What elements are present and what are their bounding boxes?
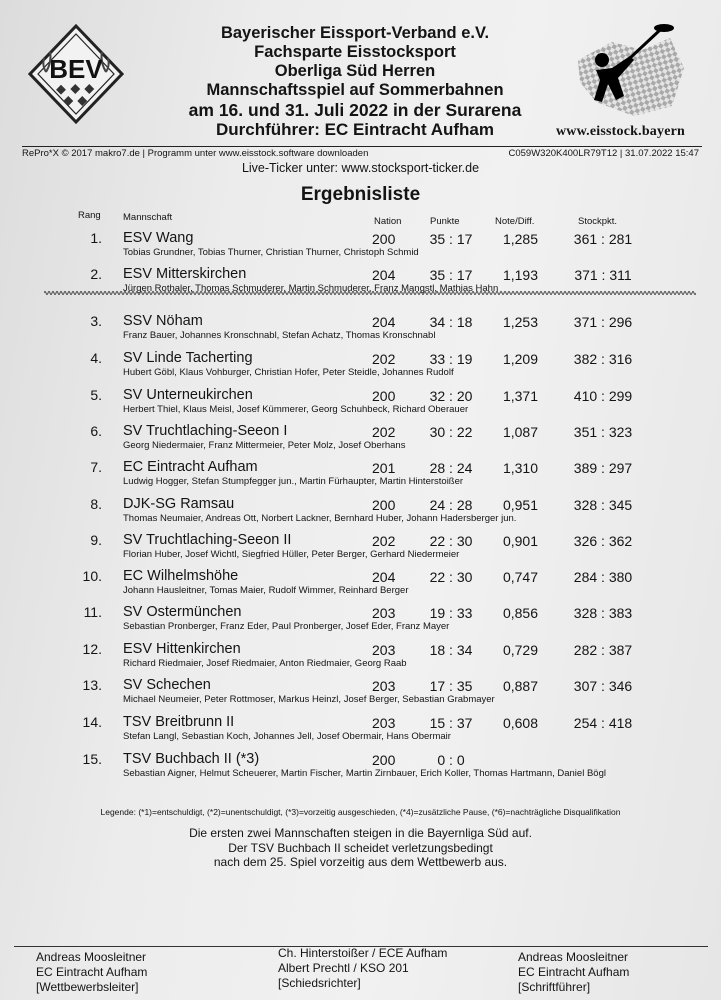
team-name: SV Truchtlaching-Seeon I [123, 423, 288, 439]
punkte-cell: 30 : 22 [429, 424, 473, 440]
rank-cell: 10. [82, 568, 102, 584]
team-name: ESV Wang [123, 230, 194, 246]
note-diff-cell: 0,887 [502, 678, 538, 694]
stockpunkte-cell: 371 : 311 [574, 267, 632, 283]
nation-cell: 204 [372, 267, 396, 283]
nation-cell: 201 [372, 460, 396, 476]
team-name: SV Linde Tacherting [123, 350, 253, 366]
repro-credit: RePro*X © 2017 makro7.de | Programm unter www.eisstock.software downloaden [22, 148, 369, 159]
team-name: SV Truchtlaching-Seeon II [123, 532, 292, 548]
signature-role: [Schiedsrichter] [278, 976, 361, 990]
note-diff-cell: 0,951 [502, 497, 538, 513]
note-diff-cell: 1,310 [502, 460, 538, 476]
team-players: Hubert Göbl, Klaus Vohburger, Christian Hofer, Peter Steidle, Johannes Rudolf [123, 367, 454, 378]
signature-club: Albert Prechtl / KSO 201 [278, 961, 409, 975]
stockpunkte-cell: 307 : 346 [573, 678, 633, 694]
signature-block-2 [278, 946, 447, 991]
bev-logo-text: BEV [49, 54, 103, 84]
rank-cell: 13. [82, 677, 102, 693]
note-line-1: Die ersten zwei Mannschaften steigen in die Bayernliga Süd auf. [189, 826, 532, 840]
table-row [0, 714, 721, 754]
table-row [0, 496, 721, 536]
table-row [0, 604, 721, 644]
punkte-cell: 0 : 0 [437, 752, 465, 768]
rank-cell: 11. [83, 604, 102, 620]
nation-cell: 204 [372, 314, 396, 330]
team-players: Johann Hausleitner, Tomas Maier, Rudolf Wimmer, Reinhard Berger [123, 585, 409, 596]
rank-cell: 2. [90, 266, 102, 282]
col-header-punkte: Punkte [430, 216, 460, 227]
note-diff-cell: 1,371 [502, 388, 538, 404]
document-header [150, 24, 560, 139]
table-row [0, 532, 721, 572]
signature-name: Ch. Hinterstoißer / ECE Aufham [278, 946, 448, 960]
team-name: TSV Buchbach II (*3) [123, 751, 260, 767]
team-players: Ludwig Hogger, Stefan Stumpfegger jun., Martin Fürhaupter, Martin Hinterstoißer [123, 476, 464, 487]
col-header-nation: Nation [374, 216, 402, 227]
table-row [0, 266, 721, 306]
punkte-cell: 22 : 30 [429, 533, 473, 549]
stockpunkte-cell: 326 : 362 [573, 533, 633, 549]
rank-cell: 9. [90, 532, 102, 548]
nation-cell: 200 [372, 752, 396, 768]
team-name: SV Schechen [123, 677, 211, 693]
header-line-6: Durchführer: EC Eintracht Aufham [215, 120, 494, 139]
stockpunkte-cell: 361 : 281 [573, 231, 633, 247]
table-row [0, 423, 721, 463]
table-row [0, 387, 721, 427]
punkte-cell: 32 : 20 [429, 388, 473, 404]
note-diff-cell: 1,193 [502, 267, 538, 283]
stockpunkte-cell: 282 : 387 [573, 642, 633, 658]
signature-block-1 [36, 950, 147, 995]
signature-block-3 [518, 950, 629, 995]
team-players: Stefan Langl, Sebastian Koch, Johannes Jell, Josef Obermair, Hans Obermair [123, 731, 451, 742]
team-name: SSV Nöham [123, 313, 203, 329]
header-line-3: Oberliga Süd Herren [274, 62, 436, 80]
rank-cell: 1. [90, 230, 102, 246]
team-name: ESV Hittenkirchen [123, 641, 241, 657]
stockpunkte-cell: 382 : 316 [573, 351, 633, 367]
notes-block [0, 826, 721, 870]
note-diff-cell: 0,747 [502, 569, 538, 585]
col-header-rang: Rang [78, 210, 101, 221]
team-name: EC Wilhelmshöhe [123, 568, 239, 584]
rank-cell: 5. [90, 387, 102, 403]
team-name: SV Ostermünchen [123, 604, 242, 620]
stockpunkte-cell: 389 : 297 [573, 460, 633, 476]
nation-cell: 202 [372, 424, 396, 440]
nation-cell: 203 [372, 715, 396, 731]
signature-name: Andreas Moosleitner [36, 950, 147, 964]
note-line-3: nach dem 25. Spiel vorzeitig aus dem Wettbewerb aus. [213, 855, 508, 869]
team-players: Thomas Neumaier, Andreas Ott, Norbert Lackner, Bernhard Huber, Johann Hadersberger jun. [123, 513, 517, 524]
punkte-cell: 17 : 35 [429, 678, 473, 694]
table-row [0, 459, 721, 499]
col-header-mannschaft: Mannschaft [123, 212, 173, 223]
table-row [0, 641, 721, 681]
signature-club: EC Eintracht Aufham [518, 965, 630, 979]
rank-cell: 4. [90, 350, 102, 366]
stockpunkte-cell: 328 : 345 [573, 497, 633, 513]
team-players: Franz Bauer, Johannes Kronschnabl, Stefan Achatz, Thomas Kronschnabl [123, 330, 436, 341]
header-line-2: Fachsparte Eisstocksport [254, 43, 456, 61]
signature-name: Andreas Moosleitner [518, 950, 629, 964]
table-row [0, 230, 721, 270]
note-diff-cell: 0,608 [502, 715, 538, 731]
rank-cell: 3. [90, 313, 102, 329]
team-name: EC Eintracht Aufham [123, 459, 258, 475]
rank-cell: 8. [90, 496, 102, 512]
signature-role: [Schriftführer] [518, 980, 591, 994]
table-row [0, 313, 721, 353]
note-diff-cell: 0,856 [502, 605, 538, 621]
team-players: Sebastian Aigner, Helmut Scheuerer, Martin Fischer, Martin Zirnbauer, Erich Koller, Thomas Hartmann, Daniel Bögl [123, 768, 606, 779]
team-name: SV Unterneukirchen [123, 387, 253, 403]
eisstock-player-logo [572, 20, 692, 120]
team-players: Florian Huber, Josef Wichtl, Siegfried Hüller, Peter Berger, Gerhard Niedermeier [123, 549, 460, 560]
page-title: Ergebnisliste [300, 184, 421, 205]
note-diff-cell: 0,901 [502, 533, 538, 549]
team-players: Sebastian Pronberger, Franz Eder, Paul Pronberger, Josef Eder, Franz Mayer [123, 621, 450, 632]
nation-cell: 203 [372, 605, 396, 621]
punkte-cell: 35 : 17 [429, 267, 473, 283]
nation-cell: 200 [372, 231, 396, 247]
nation-cell: 203 [372, 642, 396, 658]
nation-cell: 200 [372, 497, 396, 513]
punkte-cell: 15 : 37 [429, 715, 473, 731]
live-ticker-text: Live-Ticker unter: www.stocksport-ticker.de [241, 161, 480, 175]
note-line-2: Der TSV Buchbach II scheidet verletzungsbedingt [228, 840, 493, 855]
team-players: Michael Neumeier, Peter Rottmoser, Markus Heinzl, Josef Berger, Sebastian Grabmayer [123, 694, 495, 705]
nation-cell: 202 [372, 533, 396, 549]
punkte-cell: 28 : 24 [429, 460, 473, 476]
punkte-cell: 19 : 33 [429, 605, 473, 621]
document-code: C059W320K400LR79T12 | 31.07.2022 15:47 [508, 148, 699, 159]
stockpunkte-cell: 351 : 323 [573, 424, 633, 440]
punkte-cell: 24 : 28 [429, 497, 473, 513]
col-header-note: Note/Diff. [495, 216, 535, 227]
promotion-separator [44, 290, 696, 296]
header-line-1: Bayerischer Eissport-Verband e.V. [220, 24, 490, 42]
header-divider [22, 146, 702, 147]
team-name: ESV Mitterskirchen [123, 266, 247, 282]
rank-cell: 15. [82, 751, 102, 767]
header-line-4: Mannschaftsspiel auf Sommerbahnen [206, 81, 504, 99]
stockpunkte-cell: 254 : 418 [573, 715, 633, 731]
team-players: Jürgen Rothaler, Thomas Schmuderer, Martin Schmuderer, Franz Mangstl, Mathias Hahn [123, 283, 499, 294]
team-players: Herbert Thiel, Klaus Meisl, Josef Kümmerer, Georg Schuhbeck, Richard Oberauer [123, 404, 469, 415]
team-players: Tobias Grundner, Tobias Thurner, Christian Thurner, Christoph Schmid [123, 247, 419, 258]
team-name: TSV Breitbrunn II [123, 714, 235, 730]
nation-cell: 202 [372, 351, 396, 367]
table-row [0, 568, 721, 608]
punkte-cell: 22 : 30 [429, 569, 473, 585]
punkte-cell: 33 : 19 [429, 351, 473, 367]
team-name: DJK-SG Ramsau [123, 496, 235, 512]
rank-cell: 7. [90, 459, 102, 475]
nation-cell: 204 [372, 569, 396, 585]
signature-role: [Wettbewerbsleiter] [36, 980, 139, 994]
stockpunkte-cell: 410 : 299 [573, 388, 633, 404]
note-diff-cell: 0,729 [502, 642, 538, 658]
nation-cell: 203 [372, 678, 396, 694]
note-diff-cell: 1,087 [502, 424, 538, 440]
bev-logo [28, 24, 124, 124]
rank-cell: 12. [82, 641, 102, 657]
stockpunkte-cell: 371 : 296 [573, 314, 633, 330]
rank-cell: 6. [90, 423, 102, 439]
legend-text: Legende: (*1)=entschuldigt, (*2)=unentschuldigt, (*3)=vorzeitig ausgeschieden, (*4)=zusätzliche Pause, (*6)=nachträgliche Disqualifikation [100, 807, 621, 817]
team-players: Richard Riedmaier, Josef Riedmaier, Anton Riedmaier, Georg Raab [123, 658, 407, 669]
table-row [0, 677, 721, 717]
header-line-5: am 16. und 31. Juli 2022 in der Surarena [188, 100, 522, 120]
punkte-cell: 34 : 18 [429, 314, 473, 330]
punkte-cell: 35 : 17 [429, 231, 473, 247]
table-row [0, 751, 721, 791]
stockpunkte-cell: 328 : 383 [573, 605, 633, 621]
signature-club: EC Eintracht Aufham [36, 965, 148, 979]
punkte-cell: 18 : 34 [429, 642, 473, 658]
table-row [0, 350, 721, 390]
note-diff-cell: 1,209 [502, 351, 538, 367]
note-diff-cell: 1,253 [502, 314, 538, 330]
team-players: Georg Niedermaier, Franz Mittermeier, Peter Molz, Josef Oberhans [123, 440, 406, 451]
website-text: www.eisstock.bayern [556, 124, 686, 139]
note-diff-cell: 1,285 [502, 231, 538, 247]
nation-cell: 200 [372, 388, 396, 404]
col-header-stockpkt: Stockpkt. [578, 216, 618, 227]
rank-cell: 14. [82, 714, 102, 730]
stockpunkte-cell: 284 : 380 [573, 569, 633, 585]
